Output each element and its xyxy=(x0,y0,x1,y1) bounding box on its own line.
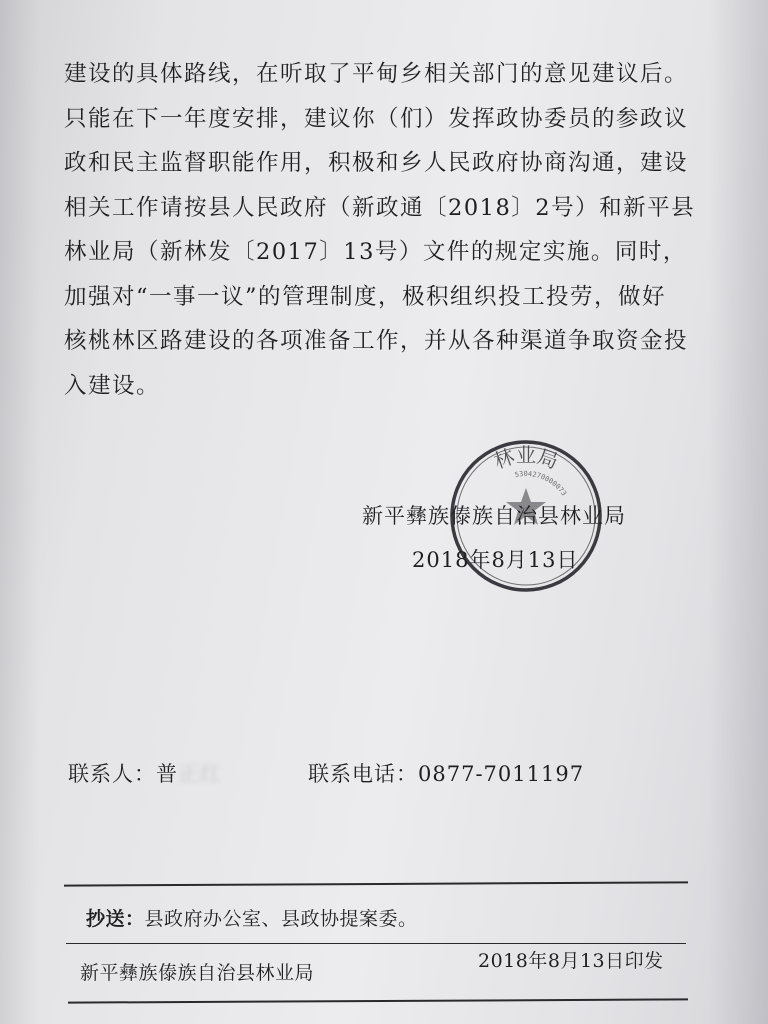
body-line-8: 入建设。 xyxy=(64,372,161,399)
reply-body-text xyxy=(64,52,696,408)
page-shadow-right xyxy=(708,0,768,1024)
contact-phone-label: 联系电话： xyxy=(308,762,418,786)
body-line-7: 核桃林区路建设的各项准备工作，并从各种渠道争取资金投 xyxy=(64,328,689,354)
divider-top xyxy=(64,881,688,886)
signature-organization: 新平彝族傣族自治县林业局 xyxy=(362,504,626,528)
contact-person-obscured: 正红 xyxy=(178,762,222,786)
contact-phone-number: 0877-7011197 xyxy=(418,762,585,786)
issuer-organization: 新平彝族傣族自治县林业局 xyxy=(80,962,315,984)
seal-serial-number: 5304270000073 xyxy=(514,469,568,498)
cc-line xyxy=(86,904,418,931)
body-line-3: 政和民主监督职能作用，积极和乡人民政府协商沟通，建设 xyxy=(64,150,689,176)
cc-recipients: 县政府办公室、县政协提案委。 xyxy=(144,908,418,930)
divider-bottom xyxy=(68,998,688,1003)
divider-middle xyxy=(66,943,686,944)
page-shadow-left xyxy=(0,0,40,1024)
cc-label: 抄送： xyxy=(86,908,145,930)
signature-date: 2018年8月13日 xyxy=(412,548,579,572)
body-line-2: 只能在下一年度安排，建议你（们）发挥政协委员的参政议 xyxy=(64,105,689,132)
body-line-6: 加强对“一事一议”的管理制度，极积组织投工投劳，做好 xyxy=(64,283,667,310)
body-line-4: 相关工作请按县人民政府（新政通〔2018〕2号）和新平县 xyxy=(64,194,696,221)
body-line-5: 林业局（新林发〔2017〕13号）文件的规定实施。同时， xyxy=(64,239,687,265)
contact-line xyxy=(68,758,584,788)
seal-top-text: 林业局 xyxy=(490,443,562,474)
body-line-1: 建设的具体路线，在听取了平甸乡相关部门的意见建议后。 xyxy=(64,61,689,87)
signature-block xyxy=(362,494,626,582)
contact-person-label: 联系人：普 xyxy=(68,762,178,786)
issue-date: 2018年8月13日印发 xyxy=(478,950,664,972)
